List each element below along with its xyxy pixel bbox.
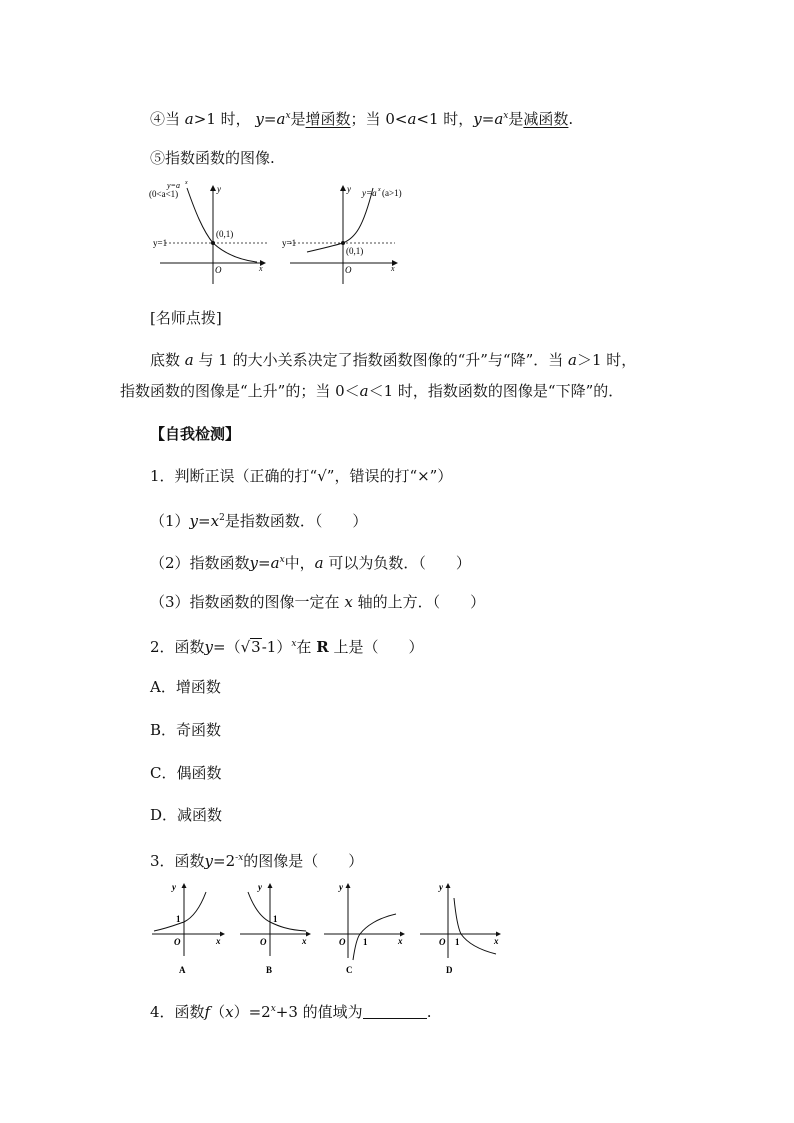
question-1-item-2: （2）指数函数$y=a^x$中，a 可以为负数．（ ） xyxy=(150,554,471,572)
question-2-option-d: D．减函数 xyxy=(150,806,223,824)
svg-text:1: 1 xyxy=(363,937,368,947)
svg-text:O: O xyxy=(439,937,446,947)
svg-text:x: x xyxy=(378,187,381,193)
svg-text:y=a: y=a xyxy=(167,181,180,190)
svg-text:O: O xyxy=(339,937,346,947)
graph-option-c xyxy=(324,882,404,975)
question-3-graphs xyxy=(148,878,508,978)
svg-text:y: y xyxy=(347,184,351,194)
graph-option-d xyxy=(420,882,500,975)
graph-decreasing xyxy=(149,180,267,284)
property-4: ④当 a>1 时， $y=a^x$是增函数；当 0<a<1 时，$y=a^x$是减函数. xyxy=(150,110,574,128)
svg-text:(0<a<1): (0<a<1) xyxy=(149,189,179,199)
decreasing-function-term: 减函数 xyxy=(523,110,569,128)
svg-text:y=1: y=1 xyxy=(282,238,297,248)
svg-text:(0,1): (0,1) xyxy=(346,246,364,256)
graph-increasing xyxy=(282,184,402,284)
svg-text:B: B xyxy=(266,965,273,975)
question-1-item-3: （3）指数函数的图像一定在 x 轴的上方．（ ） xyxy=(150,593,486,611)
graph-option-a xyxy=(152,882,224,975)
svg-text:x: x xyxy=(398,936,403,946)
question-2-option-c: C．偶函数 xyxy=(150,764,222,782)
property-5: ⑤指数函数的图像. xyxy=(150,149,275,167)
svg-text:O: O xyxy=(260,937,267,947)
svg-text:y: y xyxy=(339,882,343,892)
svg-text:O: O xyxy=(174,937,181,947)
svg-text:1: 1 xyxy=(176,914,181,924)
svg-text:x: x xyxy=(259,264,263,273)
tip-line-2: 指数函数的图像是“上升”的；当 0＜a＜1 时，指数函数的图像是“下降”的． xyxy=(120,382,624,400)
tip-line-1: 底数 a 与 1 的大小关系决定了指数函数图像的“升”与“降”．当 a＞1 时， xyxy=(150,351,637,369)
svg-text:x: x xyxy=(494,936,499,946)
question-4-stem: 4．函数$f(x)=2^x+3$ 的值域为 . xyxy=(150,1003,432,1021)
question-2-option-a: A．增函数 xyxy=(150,678,221,696)
exponential-graphs-figure xyxy=(145,176,415,286)
svg-text:y: y xyxy=(439,882,443,892)
increasing-function-term: 增函数 xyxy=(305,110,351,128)
svg-text:x: x xyxy=(216,936,221,946)
question-3-stem: 3．函数$y=2^{-x}$的图像是（ ） xyxy=(150,852,364,870)
question-2-option-b: B．奇函数 xyxy=(150,721,222,739)
svg-text:x: x xyxy=(391,264,395,273)
question-2-stem: 2．函数$y=(√3-1)^x$在 R 上是（ ） xyxy=(150,638,424,656)
svg-text:O: O xyxy=(345,265,352,275)
svg-text:D: D xyxy=(446,965,453,975)
tip-title: [名师点拨] xyxy=(150,309,222,327)
svg-text:y=1: y=1 xyxy=(153,238,168,248)
sqrt-symbol: √ xyxy=(240,638,251,656)
svg-text:1: 1 xyxy=(273,914,278,924)
svg-text:C: C xyxy=(346,965,353,975)
svg-text:y: y xyxy=(258,882,262,892)
svg-text:O: O xyxy=(215,265,222,275)
answer-blank[interactable] xyxy=(363,1004,427,1019)
question-1-item-1: $(1)y=x^2$是指数函数．（ ） xyxy=(150,512,368,530)
svg-text:y=a: y=a xyxy=(362,188,377,198)
svg-text:A: A xyxy=(179,965,186,975)
svg-text:1: 1 xyxy=(455,937,460,947)
svg-text:(0,1): (0,1) xyxy=(216,229,234,239)
graph-option-b xyxy=(240,882,310,975)
svg-text:(a>1): (a>1) xyxy=(382,188,402,198)
question-1-stem: 1．判断正误（正确的打“√”，错误的打“×”） xyxy=(150,467,453,485)
section-heading: 【自我检测】 xyxy=(150,425,241,443)
svg-text:y: y xyxy=(172,882,176,892)
svg-text:x: x xyxy=(302,936,307,946)
svg-text:y: y xyxy=(217,184,221,194)
svg-text:x: x xyxy=(185,180,188,186)
